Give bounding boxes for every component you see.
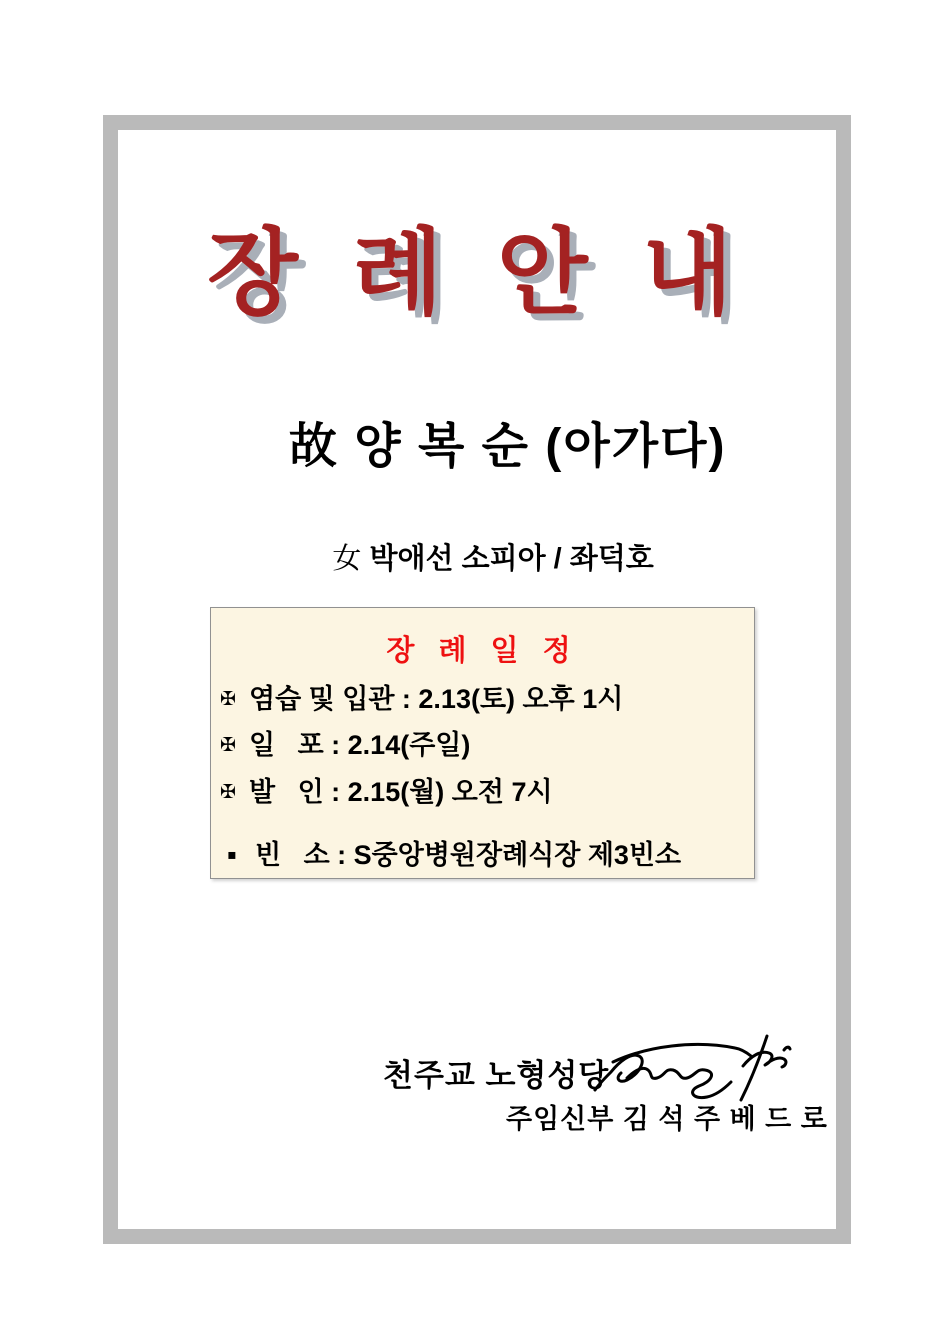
family-names: 박애선 소피아 / 좌덕호 <box>361 542 654 575</box>
schedule-item-text: 빈 소 : S중앙병원장례식장 제3빈소 <box>255 840 682 871</box>
schedule-item-text: 일 포 : 2.14(주일) <box>249 730 471 761</box>
maltese-cross-icon: ✠ <box>220 687 236 710</box>
priest-name: 주임신부 김 석 주 베 드 로 <box>506 1104 828 1134</box>
maltese-cross-icon: ✠ <box>220 780 236 803</box>
schedule-box <box>210 607 755 879</box>
family-relation: 女 <box>332 542 362 575</box>
square-bullet-icon: ▪ <box>227 846 237 863</box>
page-title: 장 례 안 내 <box>207 220 747 325</box>
deceased-honorific: 故 <box>288 420 339 474</box>
maltese-cross-icon: ✠ <box>220 734 236 757</box>
church-name: 천주교 노형성당 <box>383 1058 610 1093</box>
schedule-items <box>211 683 754 872</box>
schedule-item-text: 염습 및 입관 : 2.13(토) 오후 1시 <box>249 684 624 714</box>
schedule-item-encoffining <box>211 683 754 715</box>
schedule-title: 장 례 일 정 <box>386 635 579 667</box>
priest-signature <box>585 1026 800 1106</box>
schedule-item-ilpo <box>211 729 754 761</box>
deceased-name: 양 복 순 (아가다) <box>338 420 727 474</box>
schedule-item-departure <box>211 776 754 808</box>
schedule-item-text: 발 인 : 2.15(월) 오전 7시 <box>249 776 553 807</box>
family-line <box>103 503 851 616</box>
schedule-item-mortuary <box>211 839 754 871</box>
